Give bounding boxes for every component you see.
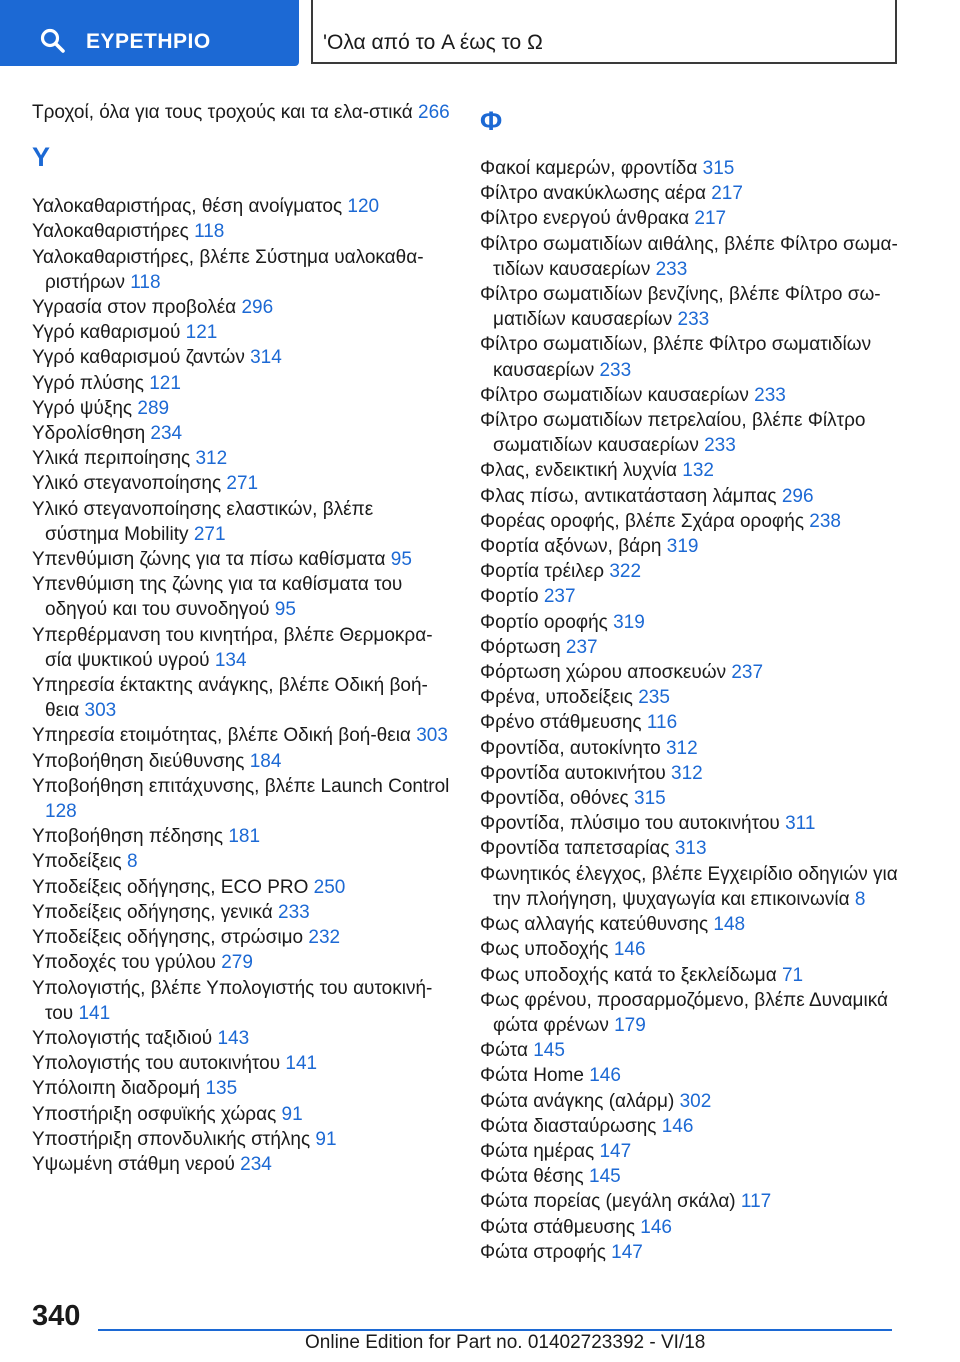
- page-link[interactable]: 319: [666, 536, 699, 558]
- page-link[interactable]: 312: [195, 448, 228, 470]
- index-entry: [32, 371, 450, 396]
- page-link[interactable]: 181: [228, 826, 261, 848]
- index-entry-text: Φρένα, υποδείξεις: [480, 687, 633, 709]
- index-entry-text: Φώτα πορείας (μεγάλη σκάλα): [480, 1191, 736, 1213]
- page-link[interactable]: 234: [150, 423, 183, 445]
- page-link[interactable]: 235: [638, 687, 670, 709]
- index-entry: [480, 1089, 920, 1114]
- page-link[interactable]: 237: [731, 662, 764, 684]
- index-entry: [480, 761, 920, 786]
- page-number: 340: [32, 1300, 81, 1332]
- page-link[interactable]: 147: [611, 1241, 643, 1263]
- index-entry-text: Υποδείξεις οδήγησης, ECO PRO: [32, 876, 309, 898]
- index-entry: [480, 963, 920, 988]
- page-link[interactable]: 233: [599, 359, 632, 381]
- page-link[interactable]: 148: [713, 914, 746, 936]
- index-entry: [480, 484, 920, 509]
- index-entry-text: Υψωμένη στάθμη νερού: [32, 1153, 235, 1175]
- page-link[interactable]: 250: [313, 876, 346, 898]
- index-entry: [480, 232, 920, 282]
- index-entry: [480, 710, 920, 735]
- index-entry-text: Φώτα: [480, 1040, 528, 1062]
- index-entry-text: Φλας, ενδεικτική λυχνία: [480, 460, 677, 482]
- letter-heading-phi: Φ: [480, 106, 503, 136]
- index-entry-text: Φίλτρο σωματιδίων πετρελαίου, βλέπε Φίλτρο σωματιδίων καυσαερίων: [480, 410, 866, 457]
- page-link[interactable]: 141: [285, 1053, 318, 1075]
- page-link[interactable]: 314: [250, 347, 282, 369]
- index-entry: [480, 610, 920, 635]
- index-entry: [32, 471, 450, 496]
- index-entry-text: Φως υποδοχής κατά το ξεκλείδωμα: [480, 964, 777, 986]
- index-entry-text: Φώτα ανάγκης (αλάρμ): [480, 1090, 675, 1112]
- page-link[interactable]: 233: [655, 258, 688, 280]
- all-a-to-z-tab[interactable]: [311, 0, 897, 64]
- index-entry-text: Υλικά περιποίησης: [32, 448, 191, 470]
- page-link[interactable]: 179: [614, 1014, 646, 1036]
- page-link[interactable]: 289: [137, 397, 170, 419]
- index-entry: [480, 736, 920, 761]
- index-tab[interactable]: [0, 0, 299, 66]
- page-link[interactable]: 271: [226, 473, 259, 495]
- index-entry: [480, 786, 920, 811]
- page-link[interactable]: 233: [704, 435, 736, 457]
- index-entry-text: Υαλοκαθαριστήρας, θέση ανοίγματος: [32, 196, 343, 218]
- index-entry: [32, 1026, 450, 1051]
- page-link[interactable]: 118: [194, 221, 225, 243]
- index-entry: [32, 345, 450, 370]
- index-entry-text: Υδρολίσθηση: [32, 423, 146, 445]
- page-link[interactable]: 311: [785, 813, 816, 835]
- index-entry-text: Τροχοί, όλα για τους τροχούς και τα ελα-στικά: [32, 102, 413, 123]
- index-entry-text: Φροντίδα, οθόνες: [480, 788, 629, 810]
- index-entry: [480, 282, 920, 332]
- page-link[interactable]: 233: [677, 309, 710, 331]
- index-entry: [480, 1139, 920, 1164]
- index-entry: [480, 559, 920, 584]
- index-entry-text: Υποβοήθηση επιτάχυνσης, βλέπε Launch Control: [32, 775, 450, 797]
- page-link[interactable]: 121: [149, 372, 181, 394]
- index-entry-text: Φίλτρο ανακύκλωσης αέρα: [480, 183, 706, 205]
- index-entry: [32, 245, 450, 295]
- index-entry: [480, 156, 920, 181]
- index-entry-text: Φροντίδα αυτοκινήτου: [480, 762, 666, 784]
- header: [0, 0, 960, 66]
- page-link[interactable]: 315: [634, 788, 666, 810]
- page-link[interactable]: 315: [702, 158, 735, 179]
- index-entry: [480, 912, 920, 937]
- index-entry-text: Φίλτρο σωματιδίων, βλέπε Φίλτρο σωματιδίων καυσαερίων: [480, 334, 872, 381]
- index-entry-text: Υλικό στεγανοποίησης: [32, 473, 222, 495]
- index-entry: [480, 383, 920, 408]
- index-entry-text: Υποβοήθηση πέδησης: [32, 826, 224, 848]
- index-entry-text: Φώτα στάθμευσης: [480, 1216, 635, 1238]
- index-entry: [480, 988, 920, 1038]
- index-entry-text: Υγρό ψύξης: [32, 397, 133, 419]
- page-link[interactable]: 302: [679, 1090, 712, 1112]
- page-link[interactable]: 118: [130, 271, 161, 293]
- index-entry: [480, 534, 920, 559]
- page-link[interactable]: 312: [665, 737, 698, 759]
- index-entry: [32, 1051, 450, 1076]
- index-entry-text: Φώτα ημέρας: [480, 1140, 595, 1162]
- index-entry-text: Φίλτρο σωματιδίων βενζίνης, βλέπε Φίλτρο σω-ματιδίων καυσαερίων: [480, 284, 881, 331]
- page-link[interactable]: 116: [646, 712, 678, 734]
- index-entry: [480, 458, 920, 483]
- index-entry-text: Υγρασία στον προβολέα: [32, 297, 237, 319]
- index-entry: [480, 862, 920, 912]
- index-entry-text: Υποδείξεις: [32, 851, 122, 873]
- index-entry-text: Υπενθύμιση ζώνης για τα πίσω καθίσματα: [32, 549, 386, 571]
- index-entry-text: Φως φρένου, προσαρμοζόμενο, βλέπε Δυναμικά φώτα φρένων: [480, 989, 888, 1036]
- index-entry: [480, 181, 920, 206]
- page-link[interactable]: 146: [613, 939, 646, 961]
- index-entry: [32, 1152, 450, 1177]
- page-link[interactable]: 312: [671, 762, 703, 784]
- index-entry-text: Φώτα Home: [480, 1065, 584, 1087]
- index-entry: [480, 332, 920, 382]
- index-entry-text: Υαλοκαθαριστήρες: [32, 221, 189, 243]
- page-link[interactable]: 234: [240, 1153, 272, 1175]
- page-link[interactable]: 271: [193, 523, 226, 545]
- page-link[interactable]: 147: [599, 1140, 632, 1162]
- index-entry-text: Υαλοκαθαριστήρες, βλέπε Σύστημα υαλοκαθα-ριστήρων: [32, 246, 424, 293]
- page-link[interactable]: 145: [533, 1040, 565, 1062]
- index-entry-text: Φορτίο: [480, 586, 539, 608]
- index-entry-text: Φορτία τρέιλερ: [480, 561, 605, 583]
- footer-divider: [98, 1329, 892, 1331]
- index-column-left: [32, 100, 450, 1177]
- index-entry: [32, 295, 450, 320]
- index-entry: [32, 1102, 450, 1127]
- page-link[interactable]: 134: [214, 649, 247, 671]
- edition-info: Online Edition for Part no. 01402723392 - VI/18: [305, 1332, 706, 1353]
- index-entry: [32, 849, 450, 874]
- page-link[interactable]: 132: [682, 460, 714, 482]
- index-entry-text: Υποδείξεις οδήγησης, στρώσιμο: [32, 927, 304, 949]
- page-link[interactable]: 146: [640, 1216, 672, 1238]
- index-entry-text: Υγρό καθαρισμού: [32, 322, 181, 344]
- index-entry-text: Υπερθέρμανση του κινητήρα, βλέπε Θερμοκρα-σία ψυκτικού υγρού: [32, 624, 433, 671]
- index-entry: [32, 421, 450, 446]
- index-entry: [480, 1240, 920, 1265]
- page-link[interactable]: 117: [740, 1191, 772, 1213]
- page-link[interactable]: 128: [45, 801, 77, 823]
- index-entry-text: Φόρτωση: [480, 636, 561, 658]
- index-column-right: [480, 100, 920, 1265]
- page-link[interactable]: 217: [711, 183, 743, 205]
- index-entry: [32, 749, 450, 774]
- page-link[interactable]: 238: [809, 510, 841, 532]
- index-entry-text: Φίλτρο ενεργού άνθρακα: [480, 208, 690, 230]
- index-entry-text: Υπολογιστής, βλέπε Υπολογιστής του αυτοκινή-του: [32, 977, 433, 1024]
- index-entry-text: Φώτα θέσης: [480, 1166, 584, 1188]
- index-entry-text: Υποστήριξη σπονδυλικής στήλης: [32, 1128, 311, 1150]
- index-entry-text: Υποδείξεις οδήγησης, γενικά: [32, 901, 273, 923]
- page-link[interactable]: 120: [347, 196, 380, 218]
- index-entry-text: Φως αλλαγής κατεύθυνσης: [480, 914, 709, 936]
- index-entry: [480, 635, 920, 660]
- page-link[interactable]: 232: [308, 927, 341, 949]
- index-entry: [32, 497, 450, 547]
- index-entry: [480, 1063, 920, 1088]
- index-entry: [480, 1164, 920, 1189]
- index-entry-text: Υπόλοιπη διαδρομή: [32, 1078, 201, 1100]
- index-entry: [32, 572, 450, 622]
- index-entry-text: Φώτα στροφής: [480, 1241, 606, 1263]
- index-entry: [32, 219, 450, 244]
- index-entry: [480, 509, 920, 534]
- index-entry-text: Υπηρεσία ετοιμότητας, βλέπε Οδική βοή-θεια: [32, 725, 411, 747]
- index-entry-text: Υπενθύμιση της ζώνης για τα καθίσματα του οδηγού και του συνοδηγού: [32, 574, 403, 621]
- index-entry-text: Φωνητικός έλεγχος, βλέπε Εγχειρίδιο οδηγιών για την πλοήγηση, ψυχαγωγία και επικοινωνία: [480, 863, 898, 910]
- index-entry: [480, 1189, 920, 1214]
- index-entry-text: Υποστήριξη οσφυϊκής χώρας: [32, 1103, 277, 1125]
- search-icon: [40, 28, 66, 54]
- page-link[interactable]: 145: [589, 1166, 621, 1188]
- page-link[interactable]: 266: [418, 102, 450, 123]
- page-link[interactable]: 135: [205, 1078, 238, 1100]
- page-link[interactable]: 146: [589, 1065, 621, 1087]
- index-entry: [32, 950, 450, 975]
- index-entry: [480, 1114, 920, 1139]
- index-entry: [32, 900, 450, 925]
- index-entry-text: Φόρτωση χώρου αποσκευών: [480, 662, 727, 684]
- index-entry-text: Φροντίδα, αυτοκίνητο: [480, 737, 661, 759]
- all-a-to-z-tab-label: 'Ολα από το A έως το Ω: [323, 31, 543, 54]
- page-link[interactable]: 95: [274, 599, 296, 621]
- page-link[interactable]: 121: [185, 322, 218, 344]
- index-entry: [480, 584, 920, 609]
- index-entry: [32, 100, 450, 125]
- index-entry: [32, 1127, 450, 1152]
- page-link[interactable]: 237: [565, 636, 598, 658]
- index-entry: [480, 1038, 920, 1063]
- index-entry: [480, 811, 920, 836]
- index-entry-text: Φορτία αξόνων, βάρη: [480, 536, 662, 558]
- index-entry: [32, 446, 450, 471]
- page-link[interactable]: 303: [416, 725, 448, 747]
- index-entry-text: Φορτίο οροφής: [480, 611, 608, 633]
- index-entry: [32, 1076, 450, 1101]
- index-entry-text: Φως υποδοχής: [480, 939, 609, 961]
- letter-heading-upsilon: Υ: [32, 142, 51, 173]
- page-link[interactable]: 217: [694, 208, 727, 230]
- index-entry-text: Υπηρεσία έκτακτης ανάγκης, βλέπε Οδική βοή-θεια: [32, 675, 428, 722]
- index-entry: [32, 396, 450, 421]
- index-entry-text: Φορέας οροφής, βλέπε Σχάρα οροφής: [480, 510, 804, 532]
- index-entry: [32, 976, 450, 1026]
- page-link[interactable]: 71: [781, 964, 804, 986]
- index-entry: [32, 824, 450, 849]
- page-link[interactable]: 8: [854, 888, 866, 910]
- index-entry-text: Φρένο στάθμευσης: [480, 712, 642, 734]
- index-entry-text: Υποβοήθηση διεύθυνσης: [32, 750, 245, 772]
- index-entry-text: Υπολογιστής του αυτοκινήτου: [32, 1053, 281, 1075]
- index-entry: [32, 723, 450, 748]
- index-entry-text: Υπολογιστής ταξιδιού: [32, 1027, 213, 1049]
- index-entry: [32, 875, 450, 900]
- page-link[interactable]: 233: [754, 384, 786, 406]
- index-tab-label: ΕΥΡΕΤΗΡΙΟ: [86, 30, 211, 53]
- index-entry-text: Φίλτρο σωματιδίων αιθάλης, βλέπε Φίλτρο σωμα-τιδίων καυσαερίων: [480, 233, 898, 280]
- page-link[interactable]: 143: [217, 1027, 250, 1049]
- page-link[interactable]: 184: [249, 750, 282, 772]
- page-link[interactable]: 146: [661, 1115, 694, 1137]
- index-entry: [480, 660, 920, 685]
- index-entry: [480, 685, 920, 710]
- index-entry: [480, 408, 920, 458]
- index-entry: [480, 1215, 920, 1240]
- page-link[interactable]: 141: [78, 1002, 111, 1024]
- page-link[interactable]: 322: [609, 561, 642, 583]
- page-link[interactable]: 303: [84, 700, 117, 722]
- index-entry: [32, 320, 450, 345]
- index-entry-text: Φροντίδα ταπετσαρίας: [480, 838, 670, 860]
- index-entry-text: Φώτα διασταύρωσης: [480, 1115, 657, 1137]
- index-entry-text: Φίλτρο σωματιδίων καυσαερίων: [480, 384, 749, 406]
- page-link[interactable]: 319: [613, 611, 645, 633]
- index-entry: [480, 937, 920, 962]
- index-entry: [32, 194, 450, 219]
- index-entry: [32, 623, 450, 673]
- page-link[interactable]: 237: [543, 586, 576, 608]
- page-link[interactable]: 296: [241, 297, 274, 319]
- page-link[interactable]: 313: [674, 838, 707, 860]
- index-entry: [32, 547, 450, 572]
- index-entry: [480, 206, 920, 231]
- page-link[interactable]: 95: [390, 549, 412, 571]
- index-entry-text: Υλικό στεγανοποίησης ελαστικών, βλέπε σύστημα Mobility: [32, 498, 374, 545]
- index-entry-text: Φροντίδα, πλύσιμο του αυτοκινήτου: [480, 813, 780, 835]
- index-entry-text: Υγρό πλύσης: [32, 372, 144, 394]
- page-link[interactable]: 279: [221, 952, 253, 974]
- index-entry: [32, 925, 450, 950]
- page-link[interactable]: 91: [315, 1128, 337, 1150]
- index-entry: [32, 673, 450, 723]
- index-entry-text: Υγρό καθαρισμού ζαντών: [32, 347, 245, 369]
- page-link[interactable]: 296: [781, 485, 814, 507]
- page-link[interactable]: 233: [278, 901, 310, 923]
- page-link[interactable]: 91: [281, 1103, 303, 1125]
- index-entry-text: Φλας πίσω, αντικατάσταση λάμπας: [480, 485, 777, 507]
- index-entry: [32, 774, 450, 824]
- index-entry-text: Υποδοχές του γρύλου: [32, 952, 216, 974]
- index-entry: [480, 836, 920, 861]
- page-link[interactable]: 8: [126, 851, 138, 873]
- index-entry-text: Φακοί καμερών, φροντίδα: [480, 158, 698, 179]
